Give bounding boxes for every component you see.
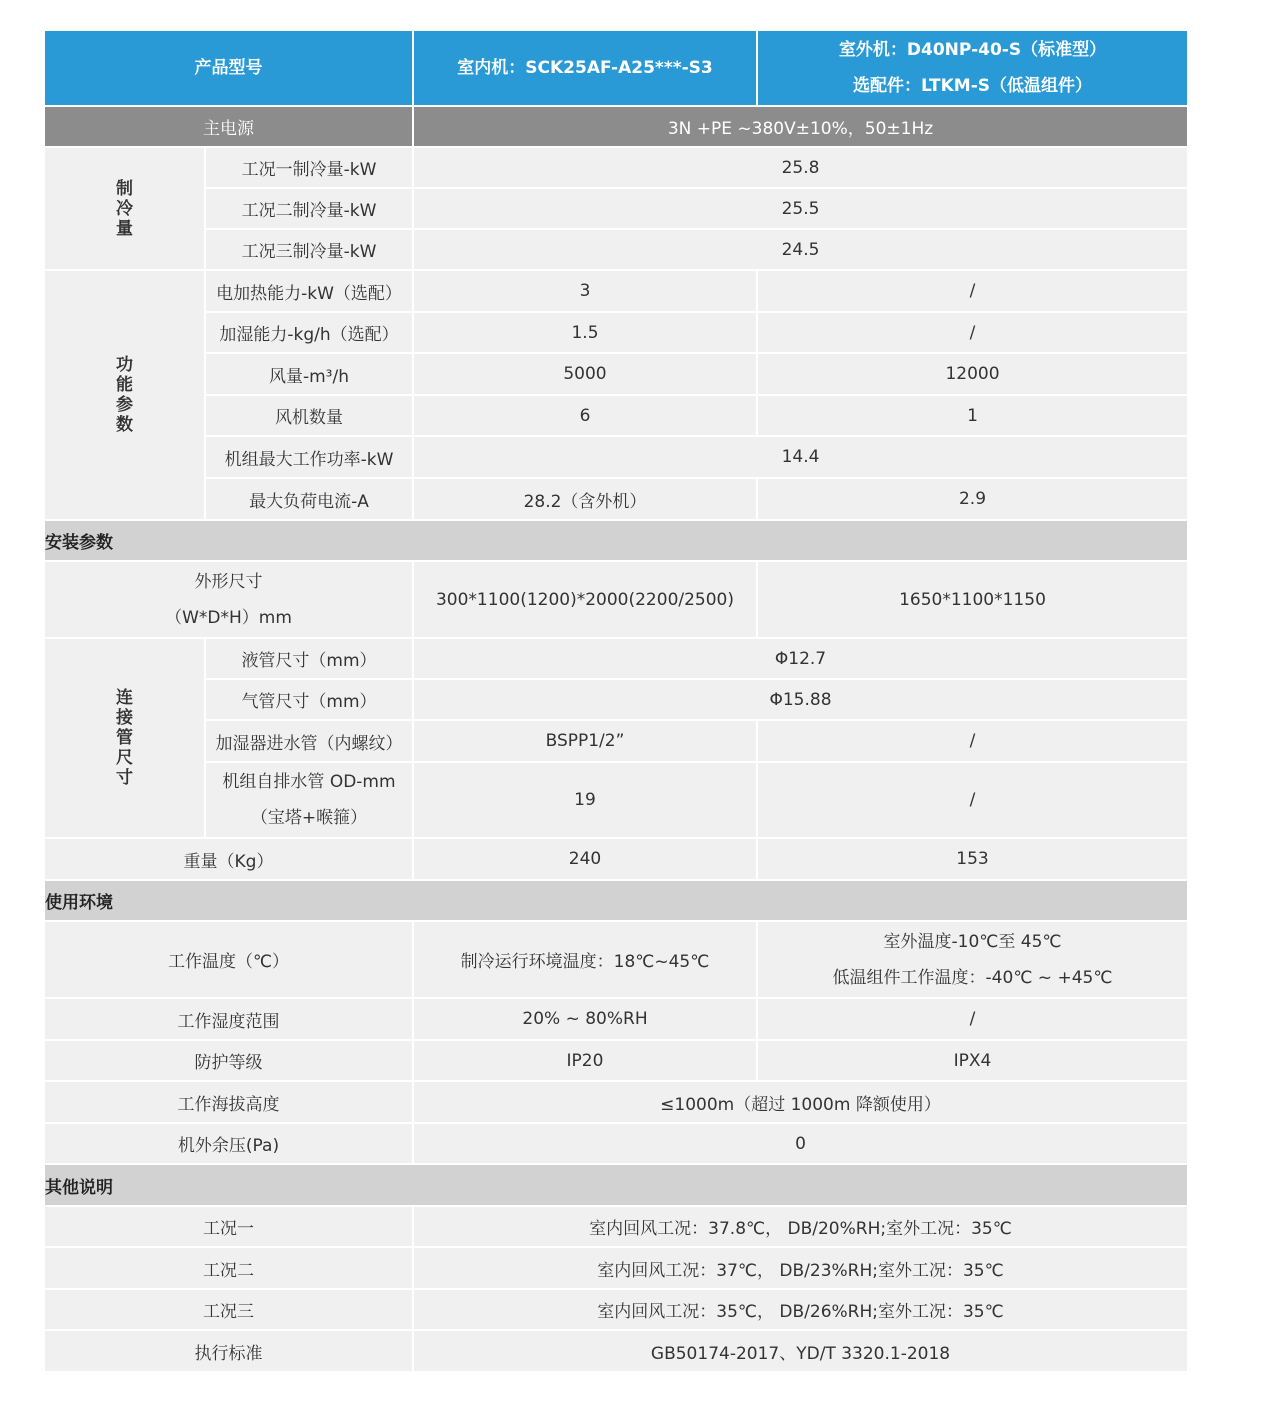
optional-part-text: 选配件：LTKM-S（低温组件） [852,76,1092,96]
section-header-environment [44,880,1188,921]
table-row [44,1123,1188,1164]
table-row [44,1081,1188,1123]
condition1-label: 工况一 [44,1206,413,1247]
static-pressure-value: 0 [413,1123,1188,1164]
heating-label: 电加热能力-kW（选配） [205,270,413,312]
humidity-label: 工作湿度范围 [44,998,413,1040]
table-row [44,1289,1188,1330]
max-current-indoor: 28.2（含外机） [413,478,757,520]
gas-pipe-label: 气管尺寸（mm） [205,679,413,720]
section-header-notes [44,1164,1188,1206]
liquid-pipe-label: 液管尺寸（mm） [205,638,413,679]
max-power-label: 机组最大工作功率-kW [205,436,413,478]
humidity-outdoor: / [757,998,1188,1040]
altitude-label: 工作海拔高度 [44,1081,413,1123]
section-title: 使用环境 [44,880,1188,921]
pipe-group-label: 连 接 管 尺 寸 [44,638,205,838]
table-row [44,270,1188,312]
liquid-pipe-value: Φ12.7 [413,638,1188,679]
section-header-install [44,520,1188,561]
fans-label: 风机数量 [205,395,413,436]
table-row [44,838,1188,880]
temperature-indoor: 制冷运行环境温度：18℃~45℃ [413,921,757,998]
temperature-label: 工作温度（℃） [44,921,413,998]
weight-label: 重量（Kg） [44,838,413,880]
section-title: 其他说明 [44,1164,1188,1206]
standard-value: GB50174-2017、YD/T 3320.1-2018 [413,1330,1188,1372]
heating-outdoor: / [757,270,1188,312]
protection-label: 防护等级 [44,1040,413,1081]
function-group-label: 功 能 参 数 [44,270,205,520]
outdoor-model-text: 室外机：D40NP-40-S（标准型） [838,40,1107,60]
model-label-cell: 产品型号 [44,30,413,106]
condition3-value: 室内回风工况：35℃， DB/26%RH;室外工况：35℃ [413,1289,1188,1330]
dimensions-label: 外形尺寸 （W*D*H）mm [44,561,413,638]
weight-indoor: 240 [413,838,757,880]
condition2-label: 工况二 [44,1247,413,1289]
table-row [44,147,1188,188]
cooling-group-label: 制 冷 量 [44,147,205,270]
power-label: 主电源 [44,106,413,147]
table-row [44,762,1188,838]
fans-indoor: 6 [413,395,757,436]
cooling-label: 工况一制冷量-kW [205,147,413,188]
airflow-indoor: 5000 [413,353,757,395]
drain-pipe-label: 机组自排水管 OD-mm （宝塔+喉箍） [205,762,413,838]
condition2-value: 室内回风工况：37℃， DB/23%RH;室外工况：35℃ [413,1247,1188,1289]
cooling-label: 工况三制冷量-kW [205,229,413,270]
table-row [44,312,1188,353]
weight-outdoor: 153 [757,838,1188,880]
airflow-label: 风量-m³/h [205,353,413,395]
section-title: 安装参数 [44,520,1188,561]
cooling-value: 24.5 [413,229,1188,270]
max-current-label: 最大负荷电流-A [205,478,413,520]
power-value: 3N +PE ~380V±10%，50±1Hz [413,106,1188,147]
indoor-model-cell: 室内机：SCK25AF-A25***-S3 [413,30,757,106]
max-current-outdoor: 2.9 [757,478,1188,520]
dimensions-outdoor: 1650*1100*1150 [757,561,1188,638]
airflow-outdoor: 12000 [757,353,1188,395]
standard-label: 执行标准 [44,1330,413,1372]
humidifier-inlet-label: 加湿器进水管（内螺纹） [205,720,413,762]
drain-pipe-outdoor: / [757,762,1188,838]
cooling-label: 工况二制冷量-kW [205,188,413,229]
humidify-label: 加湿能力-kg/h（选配） [205,312,413,353]
table-row [44,1330,1188,1372]
condition1-value: 室内回风工况：37.8℃， DB/20%RH;室外工况：35℃ [413,1206,1188,1247]
humidifier-inlet-indoor: BSPP1/2” [413,720,757,762]
table-row [44,638,1188,679]
table-row [44,679,1188,720]
table-row [44,478,1188,520]
condition3-label: 工况三 [44,1289,413,1330]
temperature-outdoor: 室外温度-10℃至 45℃ 低温组件工作温度：-40℃ ~ +45℃ [757,921,1188,998]
humidity-indoor: 20% ~ 80%RH [413,998,757,1040]
table-row [44,561,1188,638]
humidify-indoor: 1.5 [413,312,757,353]
gas-pipe-value: Φ15.88 [413,679,1188,720]
dimensions-indoor: 300*1100(1200)*2000(2200/2500) [413,561,757,638]
table-row [44,1040,1188,1081]
protection-outdoor: IPX4 [757,1040,1188,1081]
humidify-outdoor: / [757,312,1188,353]
static-pressure-label: 机外余压(Pa) [44,1123,413,1164]
table-header-row [44,30,1188,106]
cooling-value: 25.5 [413,188,1188,229]
table-row [44,229,1188,270]
power-row [44,106,1188,147]
table-row [44,1247,1188,1289]
table-row [44,395,1188,436]
table-row [44,436,1188,478]
heating-indoor: 3 [413,270,757,312]
altitude-value: ≤1000m（超过 1000m 降额使用） [413,1081,1188,1123]
protection-indoor: IP20 [413,1040,757,1081]
table-row [44,998,1188,1040]
outdoor-model-cell [757,30,1188,106]
humidifier-inlet-outdoor: / [757,720,1188,762]
table-row [44,720,1188,762]
fans-outdoor: 1 [757,395,1188,436]
table-row [44,353,1188,395]
table-row [44,1206,1188,1247]
drain-pipe-indoor: 19 [413,762,757,838]
spec-table [43,29,1189,1373]
table-row [44,188,1188,229]
max-power-value: 14.4 [413,436,1188,478]
table-row [44,921,1188,998]
cooling-value: 25.8 [413,147,1188,188]
